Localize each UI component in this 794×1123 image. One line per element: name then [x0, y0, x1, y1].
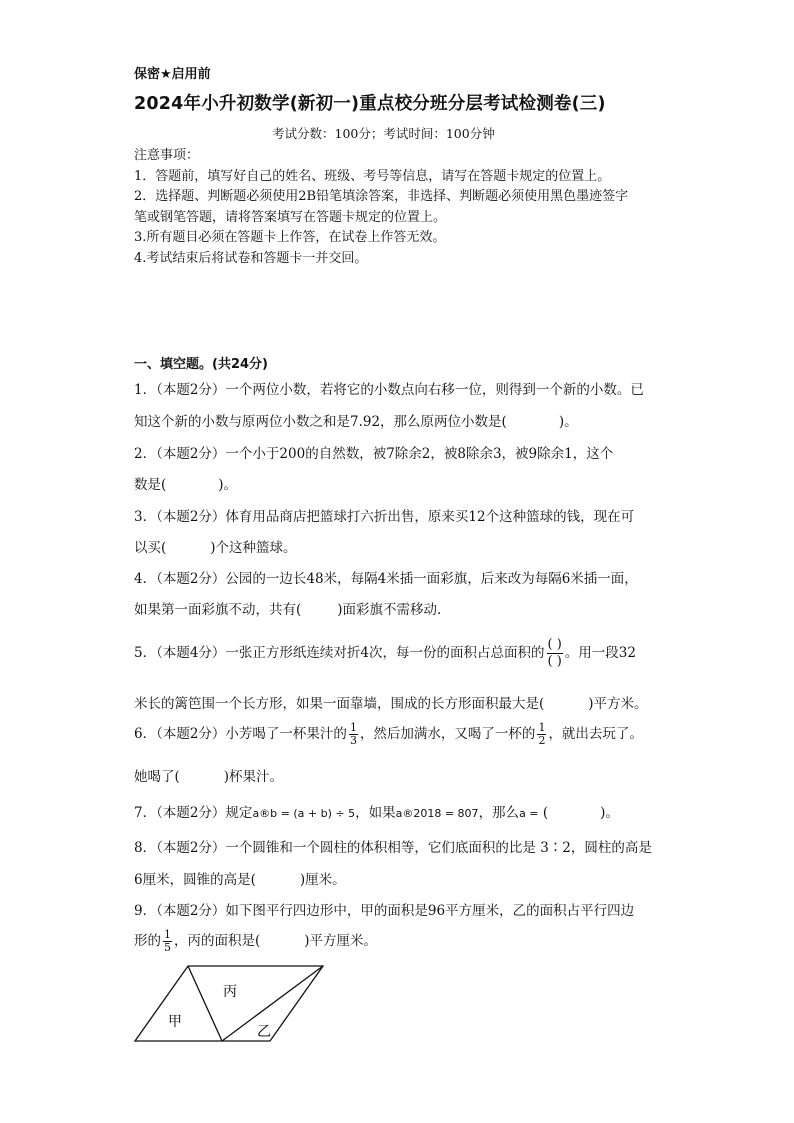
parallelogram-outline	[135, 966, 323, 1041]
notes-line: 笔或钢笔答题，请将答案填写在答题卡规定的位置上。	[134, 209, 447, 225]
exam-title: 2024年小升初数学(新初一)重点校分班分层考试检测卷(三)	[134, 94, 606, 114]
question-3-line-2: 以买( )个这种篮球。	[134, 540, 297, 556]
question-9-line-2: 形的 $\frac{1}{5}$ ，丙的面积是( )平方厘米。	[134, 928, 378, 954]
question-4-line-2: 如果第一面彩旗不动，共有( )面彩旗不需移动.	[134, 602, 442, 618]
question-6-line-1: 6．（本题2分）小芳喝了一杯果汁的 $\frac{1}{3}$ ，然后加满水，又喝了一杯的 $\frac{1}{2}$ ，就出去玩了。	[134, 721, 643, 747]
question-1-line-2: 知这个新的小数与原两位小数之和是7.92，那么原两位小数是( )。	[134, 414, 578, 430]
fraction-blank[interactable]: $\frac{( )}{( )}$	[547, 637, 562, 669]
region-label-yi: 乙	[257, 1024, 271, 1040]
notes-line: 1．答题前，填写好自己的姓名、班级、考号等信息，请写在答题卡规定的位置上。	[134, 168, 611, 184]
question-5-line-2: 米长的篱笆围一个长方形，如果一面靠墙，围成的长方形面积最大是( )平方米。	[134, 696, 648, 712]
parallelogram-figure	[130, 960, 330, 1046]
divider-line-diagonal	[222, 966, 323, 1041]
question-6-line-2: 她喝了( )杯果汁。	[134, 769, 284, 785]
divider-line-left	[188, 966, 222, 1041]
question-2-line-2: 数是( )。	[134, 477, 238, 493]
question-2-line-1: 2．（本题2分）一个小于200的自然数，被7除余2，被8除余3，被9除余1，这个	[134, 446, 614, 462]
fraction-one-third: $\frac{1}{3}$	[349, 721, 357, 747]
operation-rule: a®b = (a + b) ÷ 5	[252, 807, 356, 820]
question-7-line-1: 7．（本题2分）规定a®b = (a + b) ÷ 5，如果a®2018 = 807，那么a = ( )。	[134, 805, 619, 821]
question-8-line-2: 6厘米，圆锥的高是( )厘米。	[134, 872, 346, 888]
exam-subtitle: 考试分数：100分；考试时间：100分钟	[272, 126, 495, 141]
fraction-one-fifth: $\frac{1}{5}$	[164, 928, 171, 954]
section-heading: 一、填空题。(共24分)	[134, 357, 268, 372]
notes-line: 2．选择题、判断题必须使用2B铅笔填涂答案，非选择、判断题必须使用黑色墨迹签字	[134, 189, 629, 204]
condition-formula: a®2018 = 807	[395, 807, 479, 820]
question-1-line-1: 1．（本题2分）一个两位小数，若将它的小数点向右移一位，则得到一个新的小数。已	[134, 382, 644, 398]
question-3-line-1: 3．（本题2分）体育用品商店把篮球打六折出售，原来买12个这种篮球的钱，现在可	[134, 509, 635, 525]
question-9-line-1: 9．（本题2分）如下图平行四边形中，甲的面积是96平方厘米，乙的面积占平行四边	[134, 903, 635, 919]
question-4-line-1: 4．（本题2分）公园的一边长48米，每隔4米插一面彩旗，后来改为每隔6米插一面，	[134, 571, 638, 587]
region-label-jia: 甲	[168, 1014, 182, 1030]
question-5-line-1: 5．（本题4分）一张正方形纸连续对折4次，每一份的面积占总面积的 $\frac{( )}{( )}$ 。用一段32	[134, 637, 636, 669]
ask-formula: a =	[519, 807, 539, 820]
notes-line: 4.考试结束后将试卷和答题卡一并交回。	[134, 250, 368, 266]
question-8-line-1: 8．（本题2分）一个圆锥和一个圆柱的体积相等，它们底面积的比是 3∶2，圆柱的高是	[134, 840, 652, 856]
fraction-one-half: $\frac{1}{2}$	[538, 721, 546, 747]
notes-heading: 注意事项：	[134, 148, 200, 163]
notes-line: 3.所有题目必须在答题卡上作答，在试卷上作答无效。	[134, 230, 446, 245]
confidential-label: 保密★启用前	[134, 67, 211, 82]
notes-block	[134, 146, 628, 269]
region-label-bing: 丙	[223, 984, 237, 1000]
